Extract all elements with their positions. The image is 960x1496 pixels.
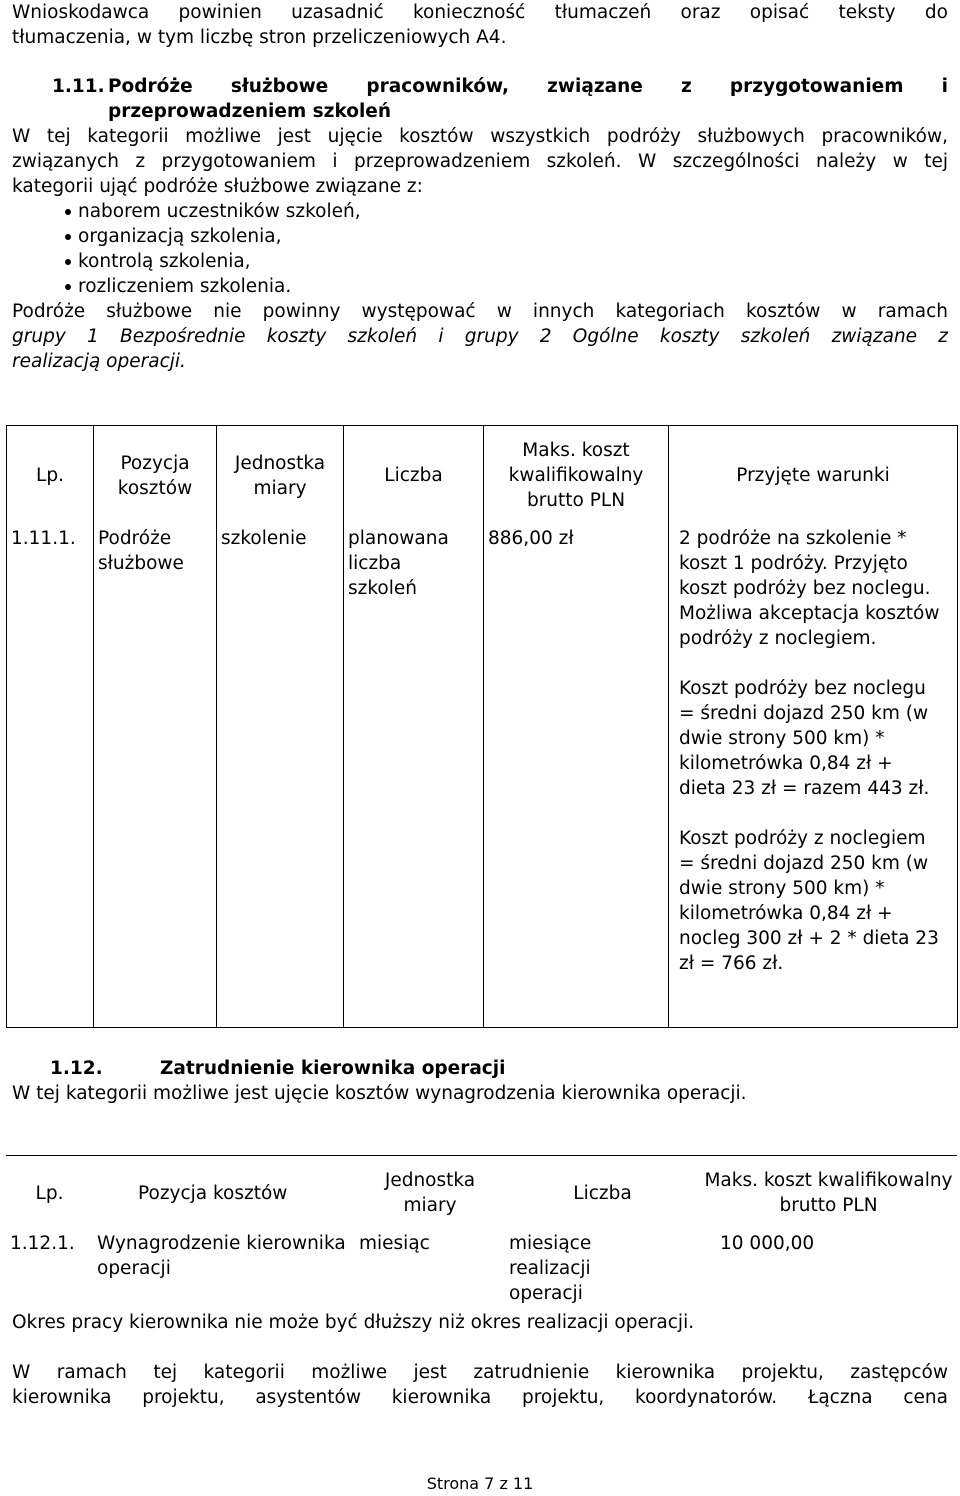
- cell-jednostka: miesiąc: [359, 1232, 430, 1254]
- cost-table-1: [6, 425, 958, 1028]
- intro-line-2: tłumaczenia, w tym liczbę stron przeliczeniowych A4.: [12, 27, 507, 48]
- paragraph2-line-2: grupy 1 Bezpośrednie koszty szkoleń i grupy 2 Ogólne koszty szkoleń związane z: [12, 326, 948, 347]
- paragraph2-line-1: Podróże służbowe nie powinny występować w innych kategoriach kosztów w ramach: [12, 301, 948, 322]
- cell-pozycja: Wynagrodzenie kierownika operacji: [97, 1232, 346, 1279]
- bullet-icon: [65, 284, 71, 290]
- list-item: kontrolą szkolenia,: [12, 249, 912, 274]
- table2-note: Okres pracy kierownika nie może być dłuższy niż okres realizacji operacji.: [12, 1312, 695, 1333]
- cell-maks: 886,00 zł: [484, 526, 669, 1028]
- table-header-row: [6, 1156, 957, 1231]
- header-jednostka: Jednostka miary: [217, 426, 344, 526]
- paragraph-line-2: związanych z przygotowaniem i przeprowadzeniem szkoleń. W szczególności należy w tej: [12, 151, 948, 172]
- bullet-icon: [65, 234, 71, 240]
- section-heading-2: Zatrudnienie kierownika operacji: [160, 1058, 506, 1079]
- warunki-paragraph-3: Koszt podróży z noclegiem = średni dojazd 250 km (w dwie strony 500 km) * kilometrówka 0,84 zł + nocleg 300 zł + 2 * dieta 23 zł = 766 zł.: [679, 827, 939, 974]
- page-footer: Strona 7 z 11: [426, 1474, 534, 1493]
- cell-pozycja: Podróże służbowe: [94, 526, 217, 1028]
- cost-table-2: [6, 1155, 957, 1306]
- header-maks: Maks. koszt kwalifikowalny brutto PLN: [704, 1170, 953, 1217]
- list-item: organizacją szkolenia,: [12, 224, 912, 249]
- header-liczba: Liczba: [573, 1182, 632, 1204]
- paragraph2-line-3: realizacją operacji.: [12, 351, 186, 372]
- section-number: 1.11.: [52, 76, 105, 97]
- paragraph-line-3: kategorii ująć podróże służbowe związane z:: [12, 176, 423, 197]
- header-warunki: Przyjęte warunki: [669, 426, 958, 526]
- cell-liczba: miesiące realizacji operacji: [509, 1232, 592, 1304]
- section-number-2: 1.12.: [50, 1058, 103, 1079]
- header-maks: Maks. koszt kwalifikowalny brutto PLN: [484, 426, 669, 526]
- bullet-list: [12, 199, 912, 299]
- warunki-paragraph-1: 2 podróże na szkolenie * koszt 1 podróży. Przyjęto koszt podróży bez noclegu. Możliwa akceptacja kosztów podróży z noclegiem.: [679, 527, 940, 649]
- header-jednostka: Jednostka miary: [384, 1170, 476, 1217]
- intro-line-1: Wnioskodawca powinien uzasadnić konieczność tłumaczeń oraz opisać teksty do: [12, 2, 948, 23]
- table-row: [6, 1231, 957, 1306]
- cell-lp: 1.11.1.: [7, 526, 94, 1028]
- final-paragraph-line-2: kierownika projektu, asystentów kierownika projektu, koordynatorów. Łączna cena: [12, 1387, 948, 1408]
- header-pozycja: Pozycja kosztów: [94, 426, 217, 526]
- list-item: rozliczeniem szkolenia.: [12, 274, 912, 299]
- final-paragraph-line-1: W ramach tej kategorii możliwe jest zatrudnienie kierownika projektu, zastępców: [12, 1362, 948, 1383]
- cell-jednostka: szkolenie: [217, 526, 344, 1028]
- cell-lp: 1.12.1.: [10, 1232, 75, 1254]
- section-2-paragraph: W tej kategorii możliwe jest ujęcie kosztów wynagrodzenia kierownika operacji.: [12, 1083, 747, 1104]
- paragraph-line-1: W tej kategorii możliwe jest ujęcie kosztów wszystkich podróży służbowych pracowników,: [12, 126, 948, 147]
- table-row: [7, 526, 958, 1028]
- section-heading-line-1: Podróże służbowe pracowników, związane z przygotowaniem i: [108, 76, 948, 97]
- header-liczba: Liczba: [344, 426, 484, 526]
- section-heading-line-2: przeprowadzeniem szkoleń: [108, 101, 392, 122]
- header-lp: Lp.: [7, 426, 94, 526]
- table-header-row: [7, 426, 958, 526]
- cell-liczba: planowana liczba szkoleń: [344, 526, 484, 1028]
- header-lp: Lp.: [35, 1182, 64, 1204]
- cell-maks: 10 000,00: [720, 1232, 815, 1254]
- bullet-icon: [65, 209, 71, 215]
- header-pozycja: Pozycja kosztów: [138, 1182, 288, 1204]
- cell-warunki: [669, 526, 958, 1028]
- warunki-paragraph-2: Koszt podróży bez noclegu = średni dojazd 250 km (w dwie strony 500 km) * kilometrówka 0,84 zł + dieta 23 zł = razem 443 zł.: [679, 677, 930, 799]
- list-item: naborem uczestników szkoleń,: [12, 199, 912, 224]
- bullet-icon: [65, 259, 71, 265]
